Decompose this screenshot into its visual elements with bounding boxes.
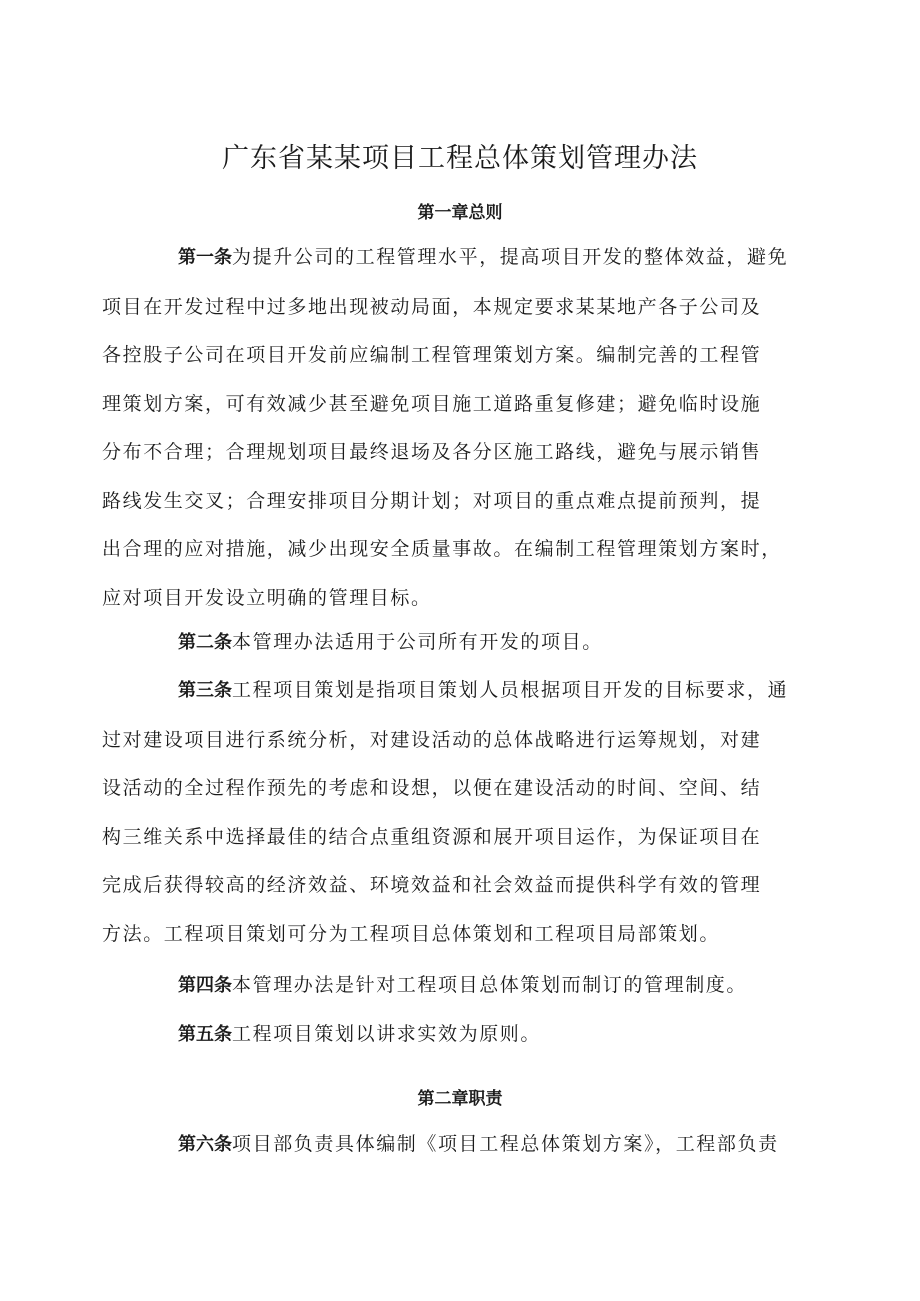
article-text: 工程项目策划以讲求实效为原则。 bbox=[232, 1023, 542, 1045]
article-line bbox=[140, 961, 780, 1011]
article-line: 过对建设项目进行系统分析，对建设活动的总体战略进行运筹规划，对建 bbox=[102, 728, 762, 751]
article-2 bbox=[140, 618, 780, 668]
article-label: 第一条 bbox=[178, 247, 232, 268]
article-line: 分布不合理；合理规划项目最终退场及各分区施工路线，避免与展示销售 bbox=[102, 441, 762, 463]
article-line bbox=[140, 233, 789, 283]
article-line: 设活动的全过程作预先的考虑和设想，以便在建设活动的时间、空间、结 bbox=[102, 777, 762, 799]
article-label: 第六条 bbox=[178, 1134, 232, 1155]
article-text: 工程项目策划是指项目策划人员根据项目开发的目标要求，通 bbox=[232, 679, 789, 701]
article-1 bbox=[102, 233, 789, 622]
article-line: 各控股子公司在项目开发前应编制工程管理策划方案。编制完善的工程管 bbox=[102, 344, 762, 366]
article-text: 项目部负责具体编制《项目工程总体策划方案》，工程部负责 bbox=[232, 1133, 779, 1155]
article-text: 本管理办法适用于公司所有开发的项目。 bbox=[232, 631, 603, 653]
article-line bbox=[140, 618, 780, 668]
article-line: 应对项目开发设立明确的管理目标。 bbox=[102, 586, 432, 609]
article-4 bbox=[140, 961, 780, 1011]
article-label: 第三条 bbox=[178, 680, 232, 701]
article-line: 出合理的应对措施，减少出现安全质量事故。在编制工程管理策划方案时， bbox=[102, 538, 782, 560]
article-line bbox=[140, 1120, 780, 1170]
article-5 bbox=[140, 1010, 780, 1060]
article-line: 方法。工程项目策划可分为工程项目总体策划和工程项目局部策划。 bbox=[102, 922, 721, 945]
article-6 bbox=[140, 1120, 780, 1170]
article-line: 理策划方案，可有效减少甚至避免项目施工道路重复修建；避免临时设施 bbox=[102, 392, 762, 415]
article-line: 构三维关系中选择最佳的结合点重组资源和展开项目运作，为保证项目在 bbox=[102, 825, 762, 848]
chapter-heading-2: 第二章职责 bbox=[417, 1089, 503, 1109]
article-text: 本管理办法是针对工程项目总体策划而制订的管理制度。 bbox=[232, 974, 748, 996]
article-line: 项目在开发过程中过多地出现被动局面，本规定要求某某地产各子公司及 bbox=[102, 295, 762, 318]
article-line bbox=[140, 1010, 780, 1060]
article-label: 第五条 bbox=[178, 1024, 232, 1045]
chapter-heading-1: 第一章总则 bbox=[417, 203, 503, 223]
article-line bbox=[140, 666, 789, 716]
article-text: 为提升公司的工程管理水平，提高项目开发的整体效益，避免 bbox=[232, 246, 789, 268]
article-label: 第二条 bbox=[178, 632, 232, 653]
article-line: 路线发生交叉；合理安排项目分期计划；对项目的重点难点提前预判，提 bbox=[102, 489, 762, 512]
article-label: 第四条 bbox=[178, 975, 232, 996]
article-3 bbox=[102, 666, 789, 958]
document-title: 广东省某某项目工程总体策划管理办法 bbox=[222, 143, 698, 174]
article-line: 完成后获得较高的经济效益、环境效益和社会效益而提供科学有效的管理 bbox=[102, 874, 762, 896]
